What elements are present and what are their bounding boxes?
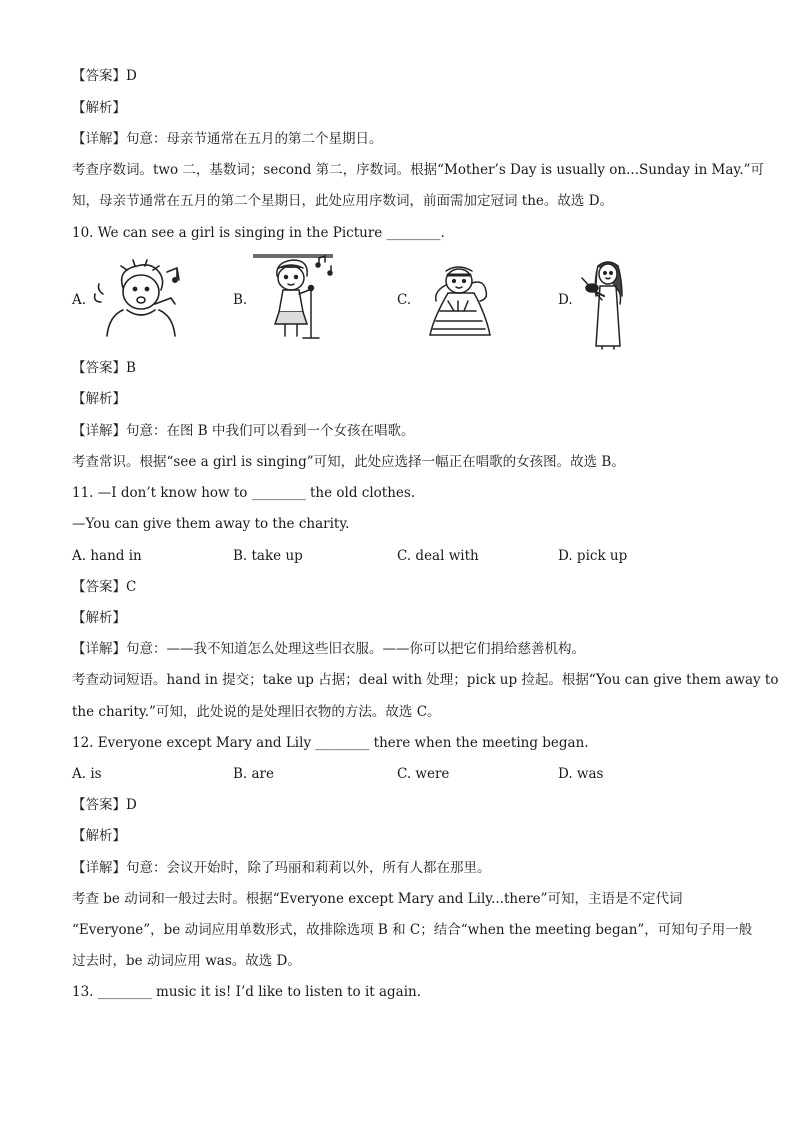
question-stem: 13. ________ music it is! I’d like to listen to it again. <box>72 984 422 1000</box>
explanation-text: 考查常识。根据“see a girl is singing”可知，此处应选择一幅正在唱歌的女孩图。故选 B。 <box>72 454 625 470</box>
option-c: C. deal with <box>397 548 479 564</box>
option-b: B. are <box>233 766 274 782</box>
option-label: B. <box>233 292 248 308</box>
girl-dancing-icon <box>418 261 498 341</box>
question-stem: 11. —I don’t know how to ________ the old clothes. <box>72 485 416 501</box>
option-label: A. <box>72 292 87 308</box>
option-b: B. take up <box>233 548 303 564</box>
answer-label: 【答案】D <box>72 797 137 813</box>
explanation-text: the charity.”可知，此处说的是处理旧衣物的方法。故选 C。 <box>72 704 441 720</box>
explanation-text: 考查动词短语。hand in 提交；take up 占据；deal with 处理；pick up 捡起。根据“You can give them away to <box>72 672 779 688</box>
explanation-text: 考查序数词。two 二，基数词；second 第二，序数词。根据“Mother’s Day is usually on...Sunday in May.”可 <box>72 162 764 178</box>
boy-singing-icon <box>93 258 193 342</box>
option-a: A. is <box>72 766 102 782</box>
option-label: D. <box>558 292 573 308</box>
option-label: C. <box>397 292 412 308</box>
explanation-text: 考查 be 动词和一般过去时。根据“Everyone except Mary and Lily...there”可知，主语是不定代词 <box>72 891 683 907</box>
analysis-label: 【解析】 <box>72 828 126 844</box>
analysis-label: 【解析】 <box>72 100 126 116</box>
analysis-label: 【解析】 <box>72 610 126 626</box>
girl-violin-icon <box>578 258 638 350</box>
detail-text: 【详解】句意：在图 B 中我们可以看到一个女孩在唱歌。 <box>72 423 415 439</box>
explanation-text: 过去时，be 动词应用 was。故选 D。 <box>72 953 301 969</box>
answer-label: 【答案】D <box>72 68 137 84</box>
option-d: D. was <box>558 766 604 782</box>
detail-text: 【详解】句意：会议开始时，除了玛丽和莉莉以外，所有人都在那里。 <box>72 860 491 876</box>
explanation-text: “Everyone”，be 动词应用单数形式，故排除选项 B 和 C；结合“when the meeting began”，可知句子用一般 <box>72 922 753 938</box>
answer-label: 【答案】B <box>72 360 136 376</box>
detail-text: 【详解】句意：——我不知道怎么处理这些旧衣服。——你可以把它们捐给慈善机构。 <box>72 641 585 657</box>
girl-singing-microphone-icon <box>253 254 345 342</box>
question-stem: 10. We can see a girl is singing in the Picture ________. <box>72 225 445 241</box>
question-stem: 12. Everyone except Mary and Lily ________ there when the meeting began. <box>72 735 589 751</box>
option-c: C. were <box>397 766 450 782</box>
question-stem: —You can give them away to the charity. <box>72 516 350 532</box>
explanation-text: 知，母亲节通常在五月的第二个星期日，此处应用序数词，前面需加定冠词 the。故选 D。 <box>72 193 614 209</box>
option-a: A. hand in <box>72 548 142 564</box>
analysis-label: 【解析】 <box>72 391 126 407</box>
detail-text: 【详解】句意：母亲节通常在五月的第二个星期日。 <box>72 131 383 147</box>
answer-label: 【答案】C <box>72 579 137 595</box>
option-d: D. pick up <box>558 548 628 564</box>
